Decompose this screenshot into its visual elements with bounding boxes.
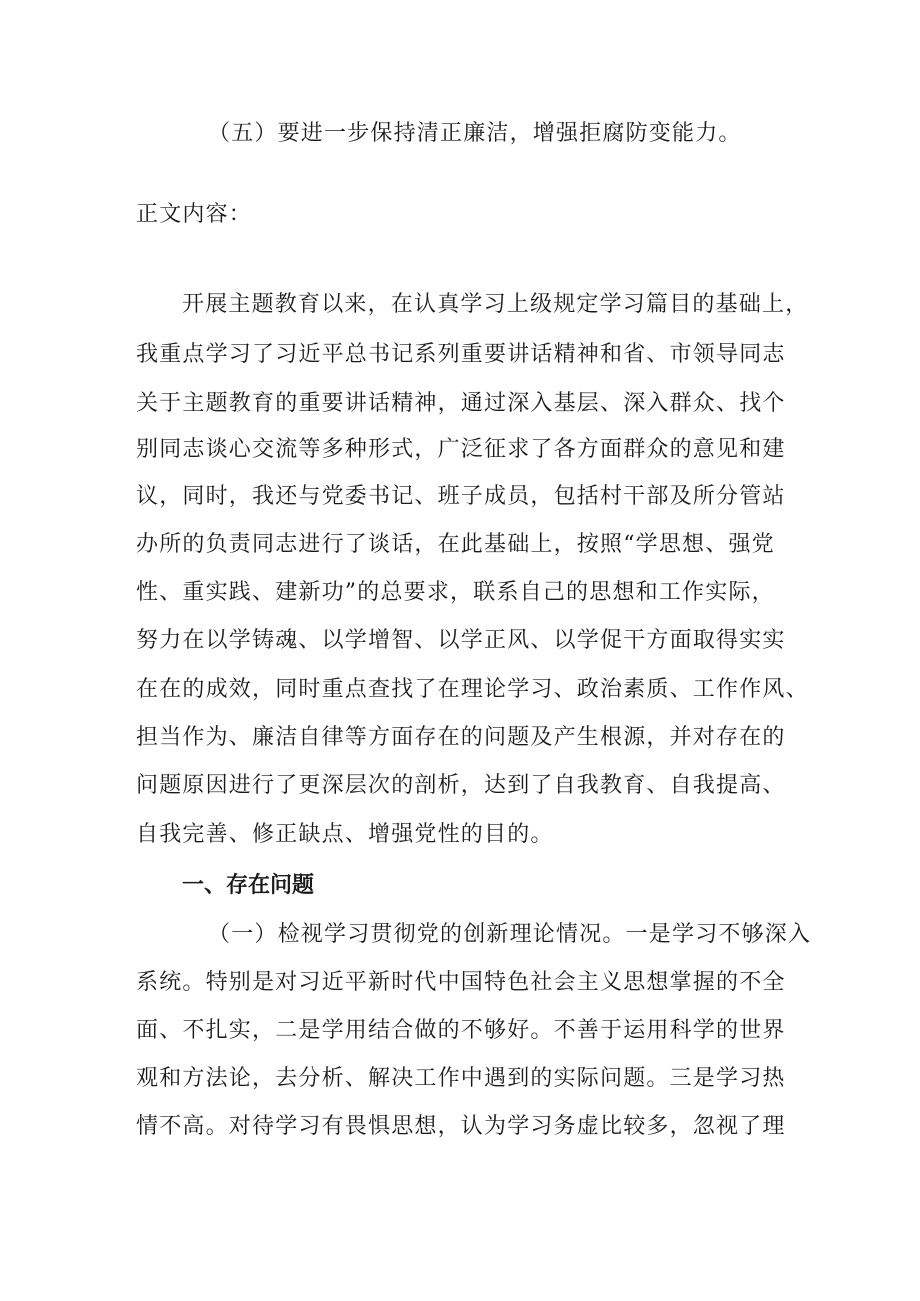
paragraph-line: 办所的负责同志进行了谈话，在此基础上，按照“学思想、强党 xyxy=(136,532,775,557)
paragraph-line: 担当作为、廉洁自律等方面存在的问题及产生根源，并对存在的 xyxy=(136,725,786,750)
heading-item-five: （五）要进一步保持清正廉洁，增强拒腐防变能力。 xyxy=(208,121,742,146)
body-label: 正文内容： xyxy=(136,202,253,227)
paragraph-line: 情不高。对待学习有畏惧思想，认为学习务虚比较多，忽视了理 xyxy=(136,1114,786,1139)
paragraph-line: 关于主题教育的重要讲话精神，通过深入基层、深入群众、找个 xyxy=(136,391,786,416)
paragraph-line: 问题原因进行了更深层次的剖析，达到了自我教育、自我提高、 xyxy=(136,773,786,798)
paragraph-line: 别同志谈心交流等多种形式，广泛征求了各方面群众的意见和建 xyxy=(136,437,786,462)
paragraph-line: 我重点学习了习近平总书记系列重要讲话精神和省、市领导同志 xyxy=(136,342,786,367)
paragraph-line: 系统。特别是对习近平新时代中国特色社会主义思想掌握的不全 xyxy=(136,970,786,995)
section-title: 一、存在问题 xyxy=(182,873,315,898)
paragraph-line: （一）检视学习贯彻党的创新理论情况。一是学习不够深入 xyxy=(208,922,812,947)
paragraph-line: 观和方法论，去分析、解决工作中遇到的实际问题。三是学习热 xyxy=(136,1066,786,1091)
paragraph-line: 开展主题教育以来，在认真学习上级规定学习篇目的基础上， xyxy=(182,292,809,317)
paragraph-line: 议，同时，我还与党委书记、班子成员，包括村干部及所分管站 xyxy=(136,484,786,509)
paragraph-line: 面、不扎实，二是学用结合做的不够好。不善于运用科学的世界 xyxy=(136,1018,786,1043)
paragraph-line: 在在的成效，同时重点查找了在理论学习、政治素质、工作作风、 xyxy=(136,677,809,702)
paragraph-line: 性、重实践、建新功”的总要求，联系自己的思想和工作实际， xyxy=(136,580,775,605)
paragraph-line: 努力在以学铸魂、以学增智、以学正风、以学促干方面取得实实 xyxy=(136,628,786,653)
paragraph-line: 自我完善、修正缺点、增强党性的目的。 xyxy=(136,822,554,847)
